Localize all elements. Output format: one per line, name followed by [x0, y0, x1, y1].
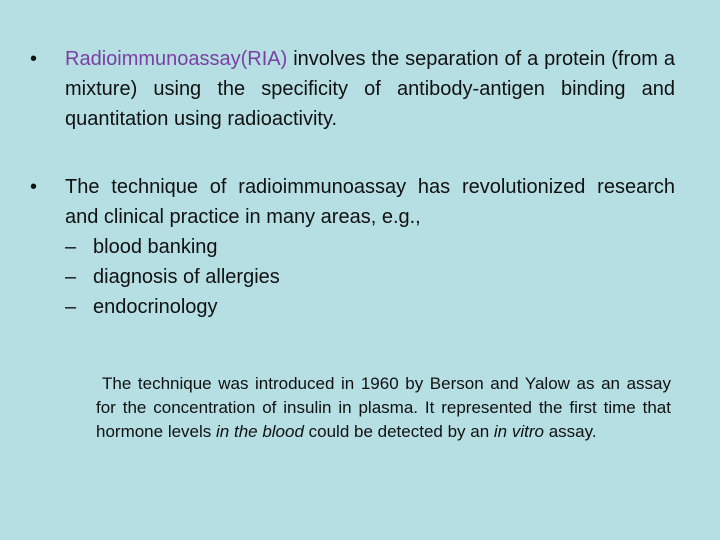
note-text: could be detected by an: [303, 422, 494, 441]
dash-marker: –: [65, 266, 77, 288]
dash-marker: –: [65, 296, 77, 318]
dash-marker: –: [65, 236, 77, 258]
note-text: assay.: [543, 422, 597, 441]
bullet-text: [65, 44, 675, 134]
list-item-text: diagnosis of allergies: [93, 266, 280, 288]
note-text: The technique was introduced in 1960 by Berson and Yalow as an assay for the concentration of insulin in plasma. It represented the first time that hormone levels: [96, 374, 671, 441]
bullet-ria-definition: [30, 44, 675, 134]
note-italic-text: in vitro: [493, 422, 544, 441]
application-list: [30, 232, 675, 322]
bullet-marker: •: [30, 48, 38, 70]
note-italic-text: in the blood: [216, 422, 304, 441]
list-item-text: endocrinology: [93, 296, 218, 318]
bullet-ria-applications: [30, 172, 675, 322]
bullet-marker: •: [30, 176, 38, 198]
ria-definition-text: involves the separation of a protein (from a mixture) using the specificity of antibody-antigen binding and quantitation using radioactivity.: [65, 48, 675, 130]
history-note: [96, 372, 671, 444]
bullet-text: The technique of radioimmunoassay has revolutionized research and clinical practice in many areas, e.g.,: [65, 176, 675, 228]
list-item: [65, 232, 675, 262]
list-item: [65, 292, 675, 322]
list-item: [65, 262, 675, 292]
list-item-text: blood banking: [93, 236, 218, 258]
ria-term: Radioimmunoassay(RIA): [65, 48, 288, 70]
